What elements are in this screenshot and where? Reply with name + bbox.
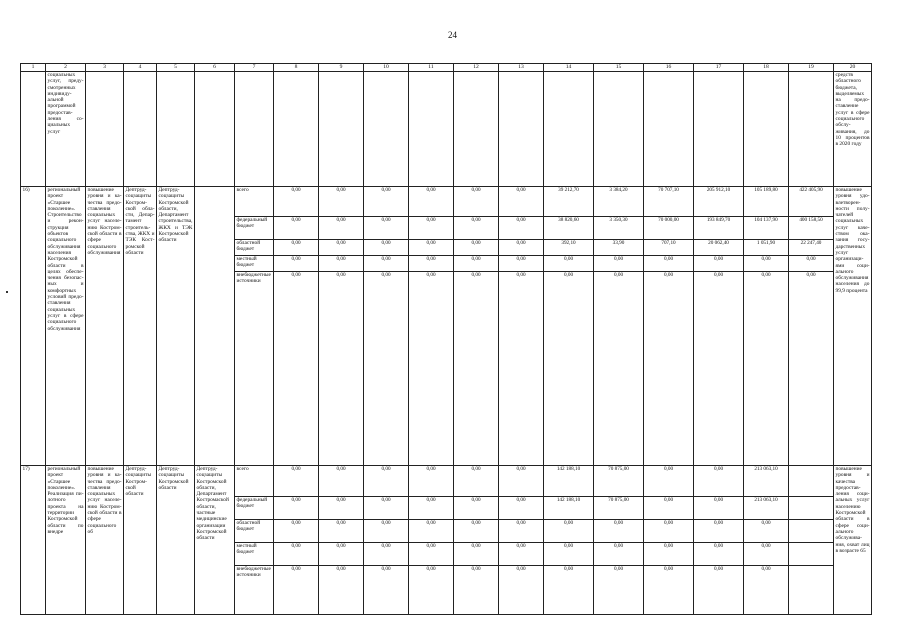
amount-cell: 0,00: [454, 217, 499, 240]
funding-source: федеральный бюджет: [235, 497, 274, 520]
amount-cell: 0,00: [364, 466, 409, 497]
amount-cell: 20 062,40: [694, 240, 744, 256]
amount-cell: 0,00: [409, 520, 454, 543]
amount-cell: 0,00: [644, 256, 694, 272]
amount-cell: 213 063,10: [744, 497, 789, 520]
responsible-executor: Дептрудсоцзащиты Костромской области, Департамент строительства, ЖКХ и ТЭК Костромской области: [124, 187, 157, 466]
column-number: 20: [834, 64, 872, 72]
amount-cell: 0,00: [644, 520, 694, 543]
amount-cell: 0,00: [319, 497, 364, 520]
amount-cell: 0,00: [594, 566, 644, 615]
header-row: [21, 64, 872, 72]
amount-cell: 33,90: [594, 240, 644, 256]
amount-cell: 0,00: [319, 466, 364, 497]
row-number: 16): [21, 187, 46, 466]
amount-cell: 0,00: [274, 256, 319, 272]
amount-cell: 392,10: [544, 240, 594, 256]
column-number: 13: [499, 64, 544, 72]
amount-cell: [789, 543, 834, 566]
amount-cell: 142 188,10: [544, 466, 594, 497]
amount-cell: 0,00: [274, 566, 319, 615]
amount-cell: 0,00: [694, 566, 744, 615]
amount-cell: 0,00: [409, 543, 454, 566]
funding-source: местный бюджет: [235, 543, 274, 566]
amount-cell: 0,00: [594, 272, 644, 466]
amount-cell: 0,00: [409, 217, 454, 240]
table-cell: [644, 72, 694, 187]
amount-cell: 0,00: [364, 543, 409, 566]
amount-cell: 0,00: [409, 566, 454, 615]
table-cell: [499, 72, 544, 187]
amount-cell: 0,00: [319, 240, 364, 256]
funding-source: внебюджетные источники: [235, 272, 274, 466]
amount-cell: 0,00: [319, 272, 364, 466]
amount-cell: 0,00: [499, 566, 544, 615]
amount-cell: 0,00: [364, 520, 409, 543]
amount-cell: 0,00: [594, 543, 644, 566]
amount-cell: 0,00: [499, 187, 544, 217]
table-cell: [319, 72, 364, 187]
amount-cell: 70 707,10: [644, 187, 694, 217]
amount-cell: 0,00: [744, 272, 789, 466]
funding-source: внебюджетные источники: [235, 566, 274, 615]
amount-cell: 0,00: [454, 272, 499, 466]
amount-cell: 0,00: [594, 256, 644, 272]
amount-cell: 1 051,90: [744, 240, 789, 256]
funding-source: всего: [235, 187, 274, 217]
funding-source: местный бюджет: [235, 256, 274, 272]
amount-cell: 0,00: [409, 497, 454, 520]
amount-cell: 0,00: [409, 187, 454, 217]
amount-cell: [789, 497, 834, 520]
amount-cell: 0,00: [499, 520, 544, 543]
amount-cell: 0,00: [744, 256, 789, 272]
amount-cell: 3 384,20: [594, 187, 644, 217]
amount-cell: 0,00: [319, 566, 364, 615]
amount-cell: 0,00: [319, 217, 364, 240]
responsible-executor: Дептрудсоцзащиты Костромской области: [124, 466, 157, 615]
amount-cell: 142 188,10: [544, 497, 594, 520]
amount-cell: 0,00: [544, 272, 594, 466]
funding-source: областной бюджет: [235, 520, 274, 543]
amount-cell: 0,00: [274, 497, 319, 520]
amount-cell: 0,00: [544, 256, 594, 272]
amount-cell: 213 063,10: [744, 466, 789, 497]
program-description: региональный проект «Старшее поколение». Строительство и реконструкция объектов социального обслуживания населения Костромской области в целях обеспечения безопасных и комфортных условий предоставления социальных услуг в сфере социального обслуживания: [46, 187, 86, 466]
table-cell: [157, 72, 195, 187]
table-row: [21, 466, 872, 497]
row-number: 17): [21, 466, 46, 615]
table-cell: [744, 72, 789, 187]
amount-cell: 0,00: [694, 543, 744, 566]
amount-cell: 0,00: [409, 240, 454, 256]
column-number: 14: [544, 64, 594, 72]
table-cell: [235, 72, 274, 187]
column-number: 5: [157, 64, 195, 72]
amount-cell: 0,00: [364, 187, 409, 217]
table-row: [21, 72, 872, 187]
amount-cell: 0,00: [409, 466, 454, 497]
amount-cell: 0,00: [694, 520, 744, 543]
amount-cell: 0,00: [274, 543, 319, 566]
amount-cell: 0,00: [454, 187, 499, 217]
amount-cell: 38 820,60: [544, 217, 594, 240]
amount-cell: 0,00: [364, 566, 409, 615]
table-cell: [195, 72, 235, 187]
amount-cell: 104 137,90: [744, 217, 789, 240]
amount-cell: 0,00: [499, 240, 544, 256]
amount-cell: 0,00: [274, 187, 319, 217]
budget-table: [20, 63, 872, 615]
amount-cell: 0,00: [644, 543, 694, 566]
column-number: 7: [235, 64, 274, 72]
column-number: 11: [409, 64, 454, 72]
column-number: 4: [124, 64, 157, 72]
amount-cell: 0,00: [454, 520, 499, 543]
column-number: 12: [454, 64, 499, 72]
amount-cell: 422 405,90: [789, 187, 834, 217]
amount-cell: 22 247,40: [789, 240, 834, 256]
goal-description: повышение уровня и качества предоставления социальных услуг населению Костромской области в сфере социального об: [86, 466, 124, 615]
amount-cell: 0,00: [274, 520, 319, 543]
column-number: 2: [46, 64, 86, 72]
amount-cell: 0,00: [544, 543, 594, 566]
participants: Дептрудсоцзащиты Костромской области, Департамент Костромаской области, частные медицинские организации Костромской области: [195, 466, 235, 615]
amount-cell: [789, 466, 834, 497]
amount-cell: 39 212,70: [544, 187, 594, 217]
table-cell: [454, 72, 499, 187]
column-number: 1: [21, 64, 46, 72]
amount-cell: 0,00: [409, 272, 454, 466]
column-number: 18: [744, 64, 789, 72]
amount-cell: 0,00: [364, 497, 409, 520]
amount-cell: 0,00: [644, 272, 694, 466]
column-number: 8: [274, 64, 319, 72]
amount-cell: 0,00: [644, 497, 694, 520]
amount-cell: 3 350,30: [594, 217, 644, 240]
amount-cell: 0,00: [499, 256, 544, 272]
amount-cell: 0,00: [544, 566, 594, 615]
table-cell: [274, 72, 319, 187]
amount-cell: 0,00: [744, 543, 789, 566]
funding-source: федеральный бюджет: [235, 217, 274, 240]
column-number: 10: [364, 64, 409, 72]
amount-cell: 0,00: [319, 543, 364, 566]
amount-cell: 193 849,70: [694, 217, 744, 240]
table-cell: [21, 72, 46, 187]
amount-cell: 0,00: [454, 543, 499, 566]
amount-cell: 0,00: [364, 272, 409, 466]
amount-cell: 0,00: [454, 497, 499, 520]
column-number: 16: [644, 64, 694, 72]
column-number: 19: [789, 64, 834, 72]
amount-cell: 0,00: [454, 566, 499, 615]
amount-cell: 105 189,80: [744, 187, 789, 217]
amount-cell: 0,00: [644, 566, 694, 615]
amount-cell: 205 912,10: [694, 187, 744, 217]
participants: [195, 187, 235, 466]
amount-cell: 0,00: [644, 466, 694, 497]
expected-result: повышение уровня удовлетворенности получателей социальных услуг качеством оказания государственных услуг организациями социального обслуживания населения до 99,9 процента: [834, 187, 872, 466]
amount-cell: 0,00: [274, 217, 319, 240]
amount-cell: 0,00: [694, 466, 744, 497]
amount-cell: 0,00: [594, 520, 644, 543]
coexecutor: Дептрудсоцзащиты Костромской области, Департамент строительства, ЖКХ и ТЭК Костромской области: [157, 187, 195, 466]
column-number: 3: [86, 64, 124, 72]
amount-cell: 0,00: [274, 272, 319, 466]
amount-cell: 0,00: [499, 272, 544, 466]
table-cell: [789, 72, 834, 187]
expected-result: средств областного бюджета, выделяемых на предоставление услуг в сфере социального обслуживания, до 10 процентов в 2020 году: [834, 72, 872, 187]
amount-cell: 0,00: [454, 256, 499, 272]
amount-cell: 0,00: [544, 520, 594, 543]
amount-cell: [789, 566, 834, 615]
margin-mark: [6, 291, 8, 293]
amount-cell: [789, 520, 834, 543]
amount-cell: 70 875,00: [594, 466, 644, 497]
amount-cell: 0,00: [694, 256, 744, 272]
amount-cell: 0,00: [364, 217, 409, 240]
funding-source: областной бюджет: [235, 240, 274, 256]
amount-cell: 0,00: [364, 256, 409, 272]
column-number: 17: [694, 64, 744, 72]
amount-cell: 0,00: [274, 240, 319, 256]
amount-cell: 0,00: [409, 256, 454, 272]
amount-cell: 0,00: [694, 497, 744, 520]
funding-source: всего: [235, 466, 274, 497]
column-number: 6: [195, 64, 235, 72]
amount-cell: 0,00: [454, 466, 499, 497]
table-cell: [86, 72, 124, 187]
table-cell: [594, 72, 644, 187]
amount-cell: 0,00: [789, 256, 834, 272]
amount-cell: 0,00: [499, 217, 544, 240]
amount-cell: 0,00: [499, 497, 544, 520]
amount-cell: 0,00: [454, 240, 499, 256]
coexecutor: Дептрудсоцзащиты Костромской области: [157, 466, 195, 615]
table-row: [21, 187, 872, 217]
amount-cell: 0,00: [274, 466, 319, 497]
table-cell: [409, 72, 454, 187]
amount-cell: 0,00: [499, 466, 544, 497]
amount-cell: 0,00: [744, 566, 789, 615]
amount-cell: 0,00: [789, 272, 834, 466]
program-description: социальных услуг, предусмотренных индивидуальной программой предоставления социальных услуг: [46, 72, 86, 187]
amount-cell: 707,10: [644, 240, 694, 256]
amount-cell: 0,00: [744, 520, 789, 543]
page-number: 24: [448, 30, 457, 40]
amount-cell: 0,00: [694, 272, 744, 466]
amount-cell: 0,00: [499, 543, 544, 566]
amount-cell: 0,00: [319, 187, 364, 217]
expected-result: повышение уровня и качества предоставления социальных услуг населению Костромской области в сфере социального обслуживания, охват лиц в возрасте 65: [834, 466, 872, 615]
column-number: 9: [319, 64, 364, 72]
amount-cell: 400 158,50: [789, 217, 834, 240]
table-cell: [544, 72, 594, 187]
table-cell: [364, 72, 409, 187]
amount-cell: 0,00: [364, 240, 409, 256]
amount-cell: 70 875,00: [594, 497, 644, 520]
amount-cell: 70 000,00: [644, 217, 694, 240]
goal-description: повышение уровня и качества предоставления социальных услуг населению Костромской области в сфере социального обслуживания: [86, 187, 124, 466]
column-number: 15: [594, 64, 644, 72]
amount-cell: 0,00: [319, 520, 364, 543]
program-description: региональный проект «Старшее поколение». Реализация пилотного проекта на территории Костромской области по внедре: [46, 466, 86, 615]
table-cell: [694, 72, 744, 187]
table-cell: [124, 72, 157, 187]
amount-cell: 0,00: [319, 256, 364, 272]
